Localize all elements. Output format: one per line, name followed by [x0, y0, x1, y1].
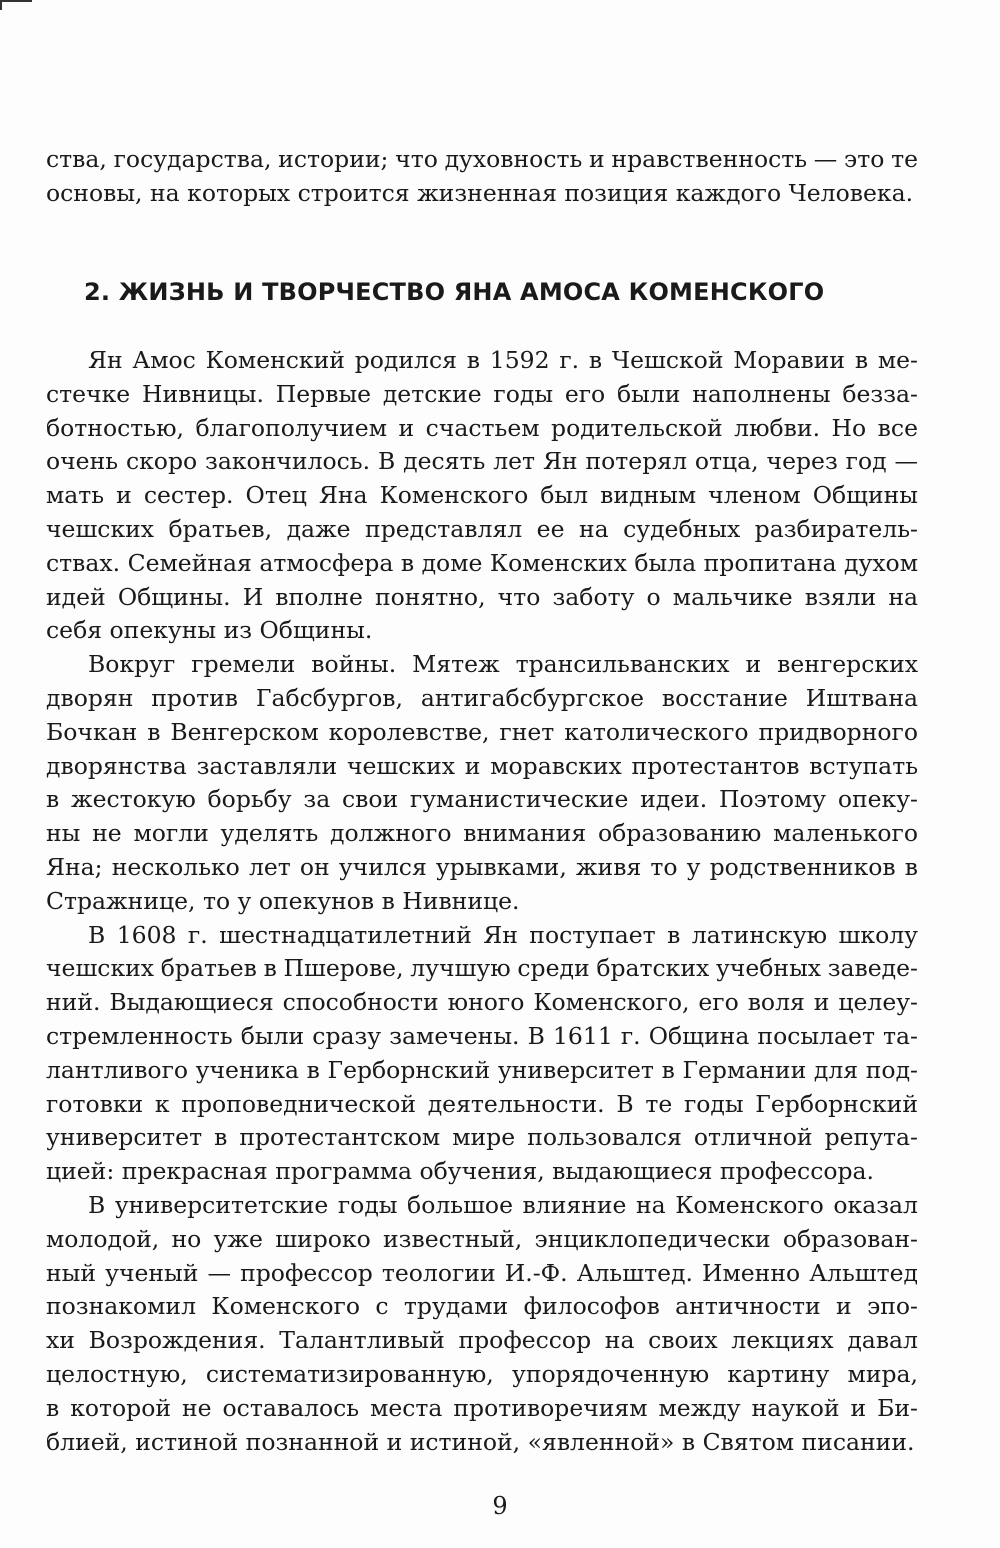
intro-line: ства, государства, истории; что духовность и нравственность — это те [46, 145, 918, 173]
body-line: себя опекуны из Общины. [46, 616, 373, 645]
body-line: ный ученый — профессор теологии И.-Ф. Альштед. Именно Альштед [46, 1258, 918, 1287]
body-line: ны не могли уделять должного внимания образованию маленького [46, 819, 918, 848]
body-line: чешских братьев, даже представлял ее на судебных разбиратель- [46, 514, 918, 543]
body-line: цией: прекрасная программа обучения, выдающиеся профессора. [46, 1157, 875, 1186]
body-line: готовки к проповеднической деятельности. В те годы Герборнский [46, 1089, 918, 1118]
body-line: молодой, но уже широко известный, энциклопедически образован- [46, 1224, 918, 1253]
body-line: блией, истиной познанной и истиной, «явленной» в Святом писании. [46, 1427, 915, 1456]
scan-corner-mark [0, 0, 32, 10]
body-line: ботностью, благополучием и счастьем родительской любви. Но все [46, 413, 918, 442]
body-line: чешских братьев в Пшерове, лучшую среди братских учебных заведе- [46, 954, 918, 983]
body-line: целостную, систематизированную, упорядоченную картину мира, [46, 1359, 918, 1388]
body-line: познакомил Коменского с трудами философов античности и эпо- [46, 1292, 918, 1321]
body-line: Вокруг гремели войны. Мятеж трансильванских и венгерских [88, 650, 918, 679]
section-heading: 2. ЖИЗНЬ И ТВОРЧЕСТВО ЯНА АМОСА КОМЕНСКОГО [84, 278, 825, 306]
body-line: дворянства заставляли чешских и моравских протестантов вступать [46, 751, 918, 780]
body-line: Ян Амос Коменский родился в 1592 г. в Чешской Моравии в ме- [88, 346, 918, 374]
body-line: в которой не оставалось места противоречиям между наукой и Би- [46, 1393, 918, 1422]
body-line: очень скоро закончилось. В десять лет Ян потерял отца, через год — [46, 447, 918, 476]
body-line: Бочкан в Венгерском королевстве, гнет католического придворного [46, 717, 918, 746]
body-line: идей Общины. И вполне понятно, что заботу о мальчике взяли на [46, 582, 918, 611]
body-line: стремленность были сразу замечены. В 1611 г. Община посылает та- [46, 1021, 918, 1050]
body-line: хи Возрождения. Талантливый профессор на своих лекциях давал [46, 1326, 918, 1355]
intro-paragraph [46, 143, 918, 211]
body-line: В 1608 г. шестнадцатилетний Ян поступает в латинскую школу [88, 920, 918, 949]
body-line: Яна; несколько лет он учился урывками, живя то у родственников в [46, 852, 918, 881]
body-line: университет в протестантском мире пользовался отличной репута- [46, 1123, 918, 1152]
body-line: ствах. Семейная атмосфера в доме Коменских была пропитана духом [46, 548, 918, 577]
body-line: В университетские годы большое влияние на Коменского оказал [88, 1190, 918, 1219]
body-line: дворян против Габсбургов, антигабсбургское восстание Иштвана [46, 683, 918, 712]
body-line: в жестокую борьбу за свои гуманистические идеи. Поэтому опеку- [46, 785, 918, 814]
body-line: стечке Нивницы. Первые детские годы его были наполнены безза- [46, 379, 918, 408]
body-line: мать и сестер. Отец Яна Коменского был видным членом Общины [46, 481, 918, 510]
body-line: ний. Выдающиеся способности юного Коменского, его воля и целеу- [46, 988, 918, 1017]
intro-line: основы, на которых строится жизненная позиция каждого Человека. [46, 178, 914, 207]
page-number: 9 [492, 1492, 508, 1520]
body-line: Стражнице, то у опекунов в Нивнице. [46, 886, 520, 915]
body-text [46, 344, 918, 1459]
body-line: лантливого ученика в Герборнский университет в Германии для под- [46, 1055, 918, 1084]
